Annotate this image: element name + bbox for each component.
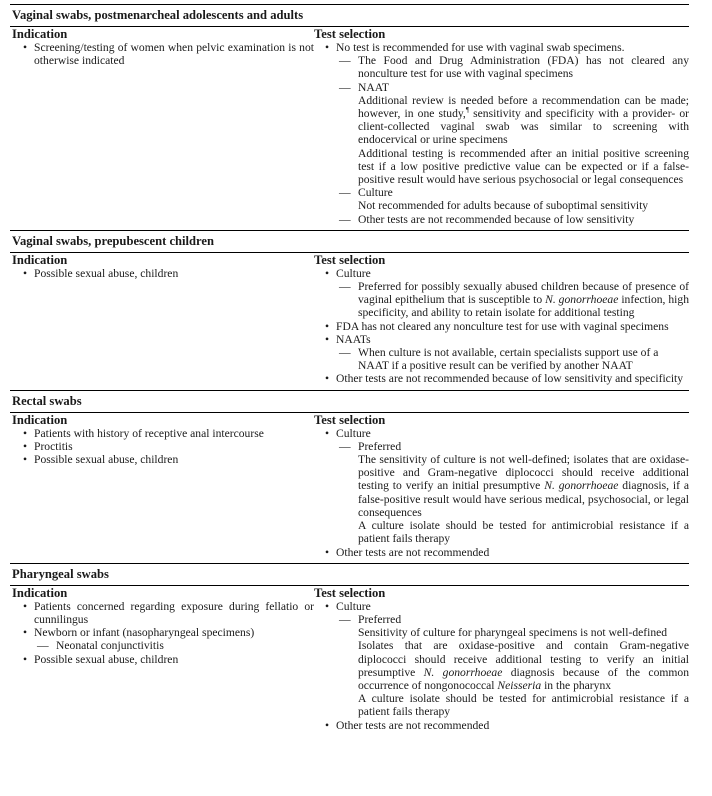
indication-item: • Proctitis xyxy=(12,440,314,453)
indication-column xyxy=(12,253,314,386)
test-note: Additional review is needed before a recommendation can be made; however, in one study,¶ sensitivity and specificity with a provider- or client-collected vaginal swab was similar to screening with endocervical or urine specimens xyxy=(358,93,689,147)
test-sublist xyxy=(336,613,689,719)
section-title: Vaginal swabs, postmenarcheal adolescents and adults xyxy=(12,8,304,22)
indication-item: • Possible sexual abuse, children xyxy=(12,653,314,666)
indication-item: • Patients with history of receptive anal intercourse xyxy=(12,427,314,440)
test-item: • FDA has not cleared any nonculture test for use with vaginal specimens xyxy=(314,320,689,333)
indication-column xyxy=(12,586,314,732)
test-subitem: — Preferred for possibly sexually abused children because of presence of vaginal epithelium that is susceptible to N. gonorrhoeae infection, high specificity, and ability to retain isolate for additional testing xyxy=(336,280,689,320)
indication-subitem: — Neonatal conjunctivitis xyxy=(34,639,314,652)
test-item: • Culture — Preferred Sensitivity of culture for pharyngeal specimens is not well-defined Isolates that are oxidase-positive and contain Gram-negative diplococci should receive additional testing to verify an initial presumptive N. gonorrhoeae diagnosis because of the common occurrence of nongonococcal Neisseria in the pharynx A culture isolate should be tested for antimicrobial resistance if a patient fails therapy xyxy=(314,600,689,719)
indication-heading: Indication xyxy=(12,27,68,41)
indication-sublist xyxy=(34,639,314,652)
test-heading: Test selection xyxy=(314,252,386,267)
test-item: • Other tests are not recommended xyxy=(314,719,689,732)
test-heading: Test selection xyxy=(314,412,386,427)
test-column xyxy=(314,413,689,559)
test-list xyxy=(314,427,689,559)
indication-heading: Indication xyxy=(12,252,68,267)
indication-list xyxy=(12,600,314,666)
indication-column xyxy=(12,413,314,559)
indication-heading: Indication xyxy=(12,585,68,600)
test-list xyxy=(314,41,689,226)
test-sublist xyxy=(336,440,689,546)
footnote-mark: ¶ xyxy=(465,106,469,115)
test-item: • NAATs — When culture is not available, certain specialists support use of a NAAT if a positive result can be verified by another NAAT xyxy=(314,333,689,373)
test-item: • No test is recommended for use with vaginal swab specimens. — The Food and Drug Administration (FDA) has not cleared any nonculture test for use with vaginal specimens — NAAT Additional review is needed before a recommendation can be made; however, in one study,¶ sensitivity and specificity with a provider- or client-collected vaginal swab was similar to screening with endocervical or urine specimens Additional testing is recommended after an initial positive screening test if a low positive predictive value can be expected or if a false-positive result would have serious psychosocial or legal consequences — Culture Not recommended for adults because of suboptimal sensitivity — Other tests are not recommended because of low sensitivity xyxy=(314,41,689,226)
guideline-table xyxy=(10,4,689,736)
test-heading: Test selection xyxy=(314,585,386,600)
test-subitem: — Other tests are not recommended because of low sensitivity xyxy=(336,213,689,226)
indication-list xyxy=(12,267,314,280)
test-note: Additional testing is recommended after an initial positive screening test if a low positive predictive value can be expected or if a false-positive result would have serious psychosocial or legal consequences xyxy=(358,146,689,187)
test-item: • Culture — Preferred The sensitivity of culture is not well-defined; isolates that are oxidase-positive and Gram-negative diplococci should receive additional testing to verify an initial presumptive N. gonorrhoeae diagnosis, if a false-positive result would have serious medical, psychosocial, or legal consequences A culture isolate should be tested for antimicrobial resistance if a patient fails therapy xyxy=(314,427,689,546)
test-list xyxy=(314,600,689,732)
section-title: Rectal swabs xyxy=(12,393,82,408)
test-sublist xyxy=(336,54,689,226)
test-item: • Culture — Preferred for possibly sexually abused children because of presence of vaginal epithelium that is susceptible to N. gonorrhoeae infection, high specificity, and ability to retain isolate for additional testing xyxy=(314,267,689,320)
test-note: A culture isolate should be tested for antimicrobial resistance if a patient fails therapy xyxy=(358,692,689,719)
indication-column xyxy=(12,27,314,226)
test-subitem: — The Food and Drug Administration (FDA) has not cleared any nonculture test for use with vaginal specimens xyxy=(336,54,689,80)
section-body xyxy=(10,27,689,230)
test-note: The sensitivity of culture is not well-defined; isolates that are oxidase-positive and Gram-negative diplococci should receive additional testing to verify an initial presumptive N. gonorrhoeae diagnosis, if a false-positive result would have serious medical, psychosocial, or legal consequences xyxy=(358,453,689,519)
indication-item: • Possible sexual abuse, children xyxy=(12,453,314,466)
test-column xyxy=(314,27,689,226)
test-column xyxy=(314,586,689,732)
indication-list xyxy=(12,41,314,67)
test-subitem: — Culture Not recommended for adults because of suboptimal sensitivity xyxy=(336,186,689,212)
test-sublist xyxy=(336,346,689,372)
section-title: Pharyngeal swabs xyxy=(12,566,109,581)
test-note: A culture isolate should be tested for antimicrobial resistance if a patient fails therapy xyxy=(358,519,689,546)
section-title: Vaginal swabs, prepubescent children xyxy=(12,233,215,248)
section-body xyxy=(10,586,689,736)
indication-item: • Patients concerned regarding exposure during fellatio or cunnilingus xyxy=(12,600,314,626)
test-note: Not recommended for adults because of suboptimal sensitivity xyxy=(358,199,649,213)
test-column xyxy=(314,253,689,386)
test-subitem: — NAAT Additional review is needed before a recommendation can be made; however, in one study,¶ sensitivity and specificity with a provider- or client-collected vaginal swab was similar to screening with endocervical or urine specimens Additional testing is recommended after an initial positive screening test if a low positive predictive value can be expected or if a false-positive result would have serious psychosocial or legal consequences xyxy=(336,81,689,187)
section-body xyxy=(10,253,689,390)
indication-item: • Possible sexual abuse, children xyxy=(12,267,314,280)
test-list xyxy=(314,267,689,386)
test-item: • Other tests are not recommended xyxy=(314,546,689,559)
test-subitem: — When culture is not available, certain specialists support use of a NAAT if a positive result can be verified by another NAAT xyxy=(336,346,689,372)
test-subitem: — Preferred Sensitivity of culture for pharyngeal specimens is not well-defined Isolates that are oxidase-positive and contain Gram-negative diplococci should receive additional testing to verify an initial presumptive N. gonorrhoeae diagnosis because of the common occurrence of nongonococcal Neisseria in the pharynx A culture isolate should be tested for antimicrobial resistance if a patient fails therapy xyxy=(336,613,689,719)
test-heading: Test selection xyxy=(314,27,386,41)
indication-item: • Screening/testing of women when pelvic examination is not otherwise indicated xyxy=(12,41,314,67)
indication-heading: Indication xyxy=(12,412,68,427)
section-body xyxy=(10,413,689,563)
test-sublist xyxy=(336,280,689,320)
test-note: Isolates that are oxidase-positive and contain Gram-negative diplococci should receive additional testing to verify an initial presumptive N. gonorrhoeae diagnosis because of the common occurrence of nongonococcal Neisseria in the pharynx xyxy=(358,639,689,692)
test-note: Sensitivity of culture for pharyngeal specimens is not well-defined xyxy=(358,626,668,640)
indication-list xyxy=(12,427,314,467)
test-subitem: — Preferred The sensitivity of culture is not well-defined; isolates that are oxidase-positive and Gram-negative diplococci should receive additional testing to verify an initial presumptive N. gonorrhoeae diagnosis, if a false-positive result would have serious medical, psychosocial, or legal consequences A culture isolate should be tested for antimicrobial resistance if a patient fails therapy xyxy=(336,440,689,546)
test-item: • Other tests are not recommended because of low sensitivity and specificity xyxy=(314,372,689,385)
indication-item: • Newborn or infant (nasopharyngeal specimens) — Neonatal conjunctivitis xyxy=(12,626,314,652)
